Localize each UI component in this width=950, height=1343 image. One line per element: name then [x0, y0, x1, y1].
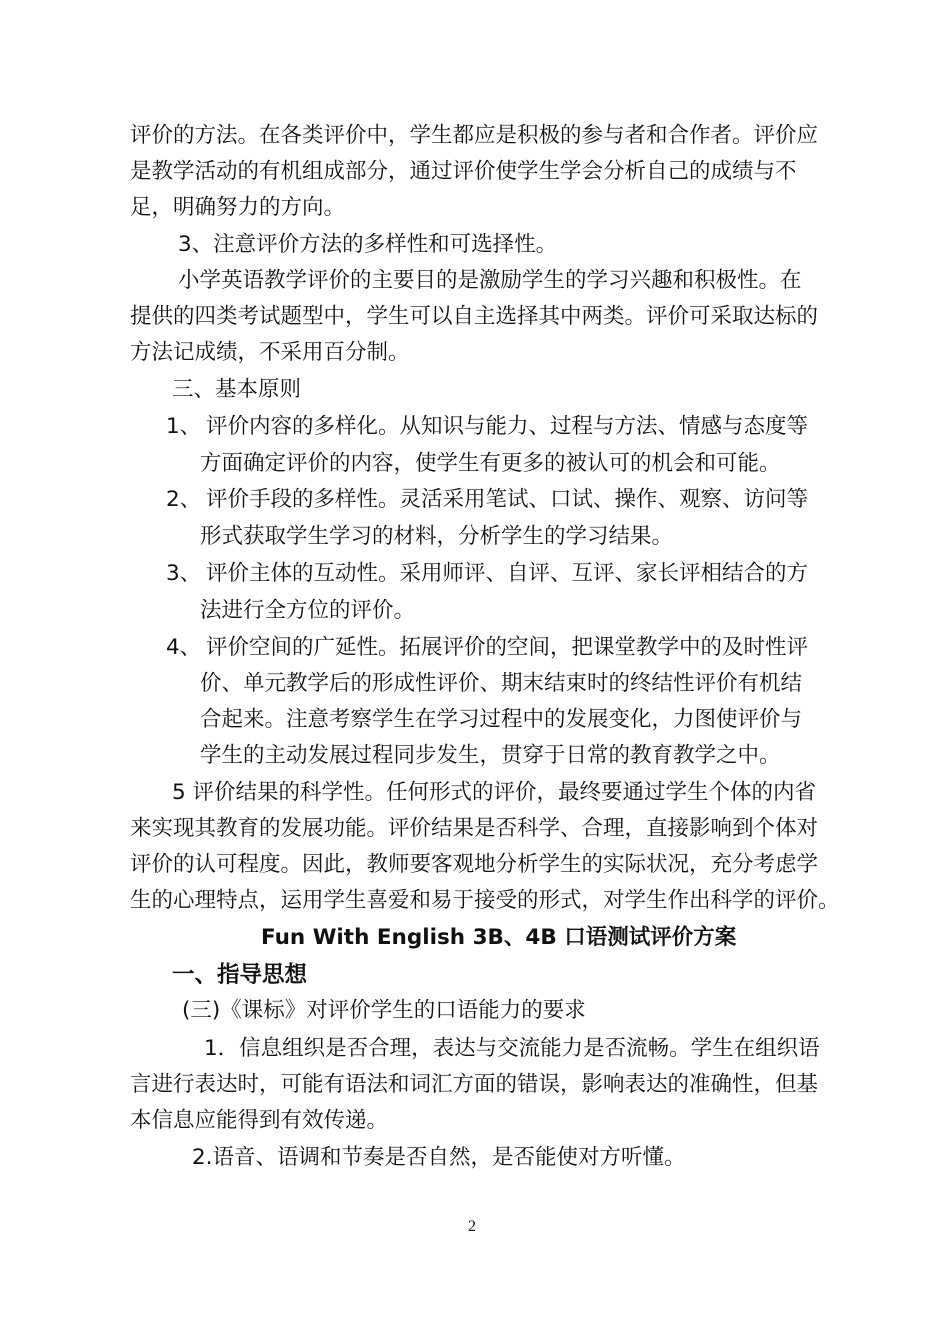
page-number: 2 [468, 1218, 476, 1235]
paragraph-1-line-3: 足，明确努力的方向。 [130, 195, 346, 220]
paragraph-5-line-2: 来实现其教育的发展功能。评价结果是否科学、合理，直接影响到个体对 [130, 816, 819, 841]
principle-number: 4、 [166, 635, 202, 660]
paragraph-2-line-2: 提供的四类考试题型中，学生可以自主选择其中两类。评价可采取达标的 [130, 304, 819, 329]
paragraph-1-line-1: 评价的方法。在各类评价中，学生都应是积极的参与者和合作者。评价应 [130, 123, 819, 148]
requirement-1-line-2: 言进行表达时，可能有语法和词汇方面的错误，影响表达的准确性，但基 [130, 1072, 819, 1097]
requirement-2: 2.语音、语调和节奏是否自然，是否能使对方听懂。 [192, 1145, 686, 1170]
principle-line: 合起来。注意考察学生在学习过程中的发展变化，力图使评价与 [200, 707, 803, 732]
principle-line: 价、单元教学后的形成性评价、期末结束时的终结性评价有机结 [200, 671, 803, 696]
principle-number: 2、 [166, 487, 202, 512]
item-3-heading: 3、注意评价方法的多样性和可选择性。 [178, 232, 558, 257]
paragraph-5-line-1: 5 评价结果的科学性。任何形式的评价，最终要通过学生个体的内省 [172, 780, 817, 805]
paragraph-5-line-4: 生的心理特点，运用学生喜爱和易于接受的形式，对学生作出科学的评价。 [130, 888, 840, 913]
section-3-heading: 三、基本原则 [172, 377, 302, 402]
paragraph-2-line-1: 小学英语教学评价的主要目的是激励学生的学习兴趣和积极性。在 [178, 268, 802, 293]
document-title: Fun With English 3B、4B 口语测试评价方案 [261, 925, 737, 950]
paragraph-5-line-3: 评价的认可程度。因此，教师要客观地分析学生的实际状况，充分考虑学 [130, 852, 819, 877]
principle-number: 1、 [166, 414, 202, 439]
requirement-1-line-1: 1．信息组织是否合理，表达与交流能力是否流畅。学生在组织语 [204, 1036, 820, 1061]
paragraph-1-line-2: 是教学活动的有机组成部分，通过评价使学生学会分析自己的成绩与不 [130, 159, 797, 184]
principle-line: 方面确定评价的内容，使学生有更多的被认可的机会和可能。 [200, 451, 781, 476]
principle-line: 评价空间的广延性。拓展评价的空间，把课堂教学中的及时性评 [206, 635, 809, 660]
requirement-1-line-3: 本信息应能得到有效传递。 [130, 1108, 389, 1133]
principle-line: 形式获取学生学习的材料，分析学生的学习结果。 [200, 524, 674, 549]
principle-line: 评价主体的互动性。采用师评、自评、互评、家长评相结合的方 [206, 561, 809, 586]
section-1-heading: 一、指导思想 [172, 962, 308, 988]
principle-line: 评价内容的多样化。从知识与能力、过程与方法、情感与态度等 [206, 414, 809, 439]
paragraph-2-line-3: 方法记成绩，不采用百分制。 [130, 340, 410, 365]
principle-line: 评价手段的多样性。灵活采用笔试、口试、操作、观察、访问等 [206, 487, 809, 512]
principle-line: 学生的主动发展过程同步发生，贯穿于日常的教育教学之中。 [200, 743, 781, 768]
sub-heading: (三)《课标》对评价学生的口语能力的要求 [182, 998, 586, 1023]
principle-number: 3、 [166, 561, 202, 586]
principle-line: 法进行全方位的评价。 [200, 598, 416, 623]
